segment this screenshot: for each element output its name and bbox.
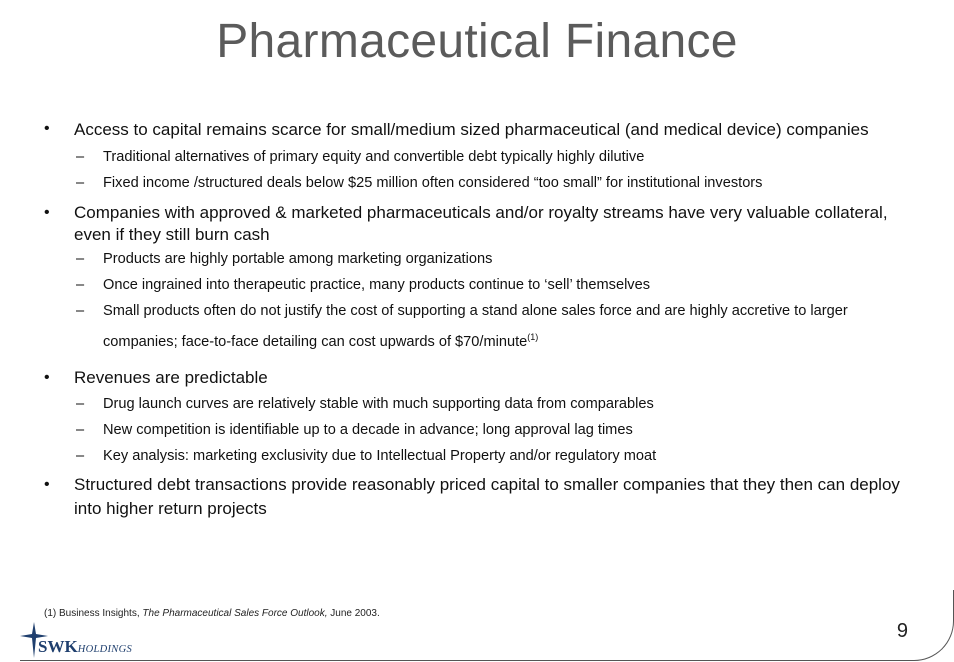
sub-bullet-text: Products are highly portable among marketing organizations <box>103 251 493 267</box>
footnote <box>44 608 380 619</box>
sub-bullet-dash: – <box>76 396 85 412</box>
bullet-list <box>44 116 924 521</box>
sub-bullet-item <box>44 246 924 272</box>
footnote-number: (1) <box>44 608 57 619</box>
page-number: 9 <box>896 620 908 642</box>
footnote-date: June 2003. <box>330 608 380 619</box>
sub-bullet-text: Once ingrained into therapeutic practice, many products continue to ‘sell’ themselves <box>103 277 651 293</box>
sub-bullet-item <box>44 272 924 298</box>
sub-bullet-text: Drug launch curves are relatively stable with much supporting data from comparables <box>103 396 654 412</box>
sub-bullet-text: Traditional alternatives of primary equity and convertible debt typically highly dilutive <box>103 149 645 165</box>
bullet-text: Access to capital remains scarce for small/medium sized pharmaceutical (and medical device) companies <box>74 120 869 139</box>
sub-bullet-text: Fixed income /structured deals below $25 million often considered “too small” for institutional investors <box>103 175 763 191</box>
bullet-dot: • <box>44 204 50 221</box>
bullet-item <box>44 365 924 391</box>
slide-border-line <box>20 590 954 661</box>
footnote-marker: (1) <box>527 332 539 342</box>
sub-bullet-dash: – <box>76 277 85 293</box>
sub-bullet-dash: – <box>76 448 85 464</box>
sub-bullet-dash: – <box>76 422 85 438</box>
bullet-text: Revenues are predictable <box>74 368 268 387</box>
bullet-item <box>44 473 924 521</box>
sub-bullet-item <box>44 443 924 469</box>
sub-bullet-item <box>44 144 924 170</box>
bullet-item <box>44 202 924 246</box>
logo-text-sub: HOLDINGS <box>77 644 133 655</box>
logo-text-main: SWK <box>38 637 78 656</box>
bullet-dot: • <box>44 476 50 493</box>
sub-bullet-item <box>44 298 924 355</box>
bullet-dot: • <box>44 120 50 137</box>
sub-bullet-text: Key analysis: marketing exclusivity due to Intellectual Property and/or regulatory moat <box>103 448 657 464</box>
bullet-text: Companies with approved & marketed pharmaceuticals and/or royalty streams have very valuable collateral, even if they still burn cash <box>74 203 888 244</box>
company-logo <box>14 620 154 660</box>
sub-bullet-item <box>44 417 924 443</box>
sub-bullet-dash: – <box>76 175 85 191</box>
sub-bullet-text: New competition is identifiable up to a decade in advance; long approval lag times <box>103 422 633 438</box>
sub-bullet-dash: – <box>76 149 85 165</box>
logo-wordmark <box>38 637 132 657</box>
slide-title: Pharmaceutical Finance <box>216 15 738 68</box>
sub-bullet-dash: – <box>76 251 85 267</box>
footnote-publication: The Pharmaceutical Sales Force Outlook, <box>142 608 328 619</box>
bullet-text: Structured debt transactions provide reasonably priced capital to smaller companies that they then can deploy into higher return projects <box>74 475 900 518</box>
sub-bullet-dash: – <box>76 303 85 319</box>
bullet-dot: • <box>44 369 50 386</box>
sub-bullet-item <box>44 170 924 196</box>
sub-bullet-item <box>44 391 924 417</box>
sub-bullet-text: Small products often do not justify the cost of supporting a stand alone sales force and are highly accretive to larger companies; face-to-face detailing can cost upwards of $70/minute <box>103 303 848 350</box>
bullet-item <box>44 116 924 144</box>
footnote-source: Business Insights, <box>59 608 140 619</box>
